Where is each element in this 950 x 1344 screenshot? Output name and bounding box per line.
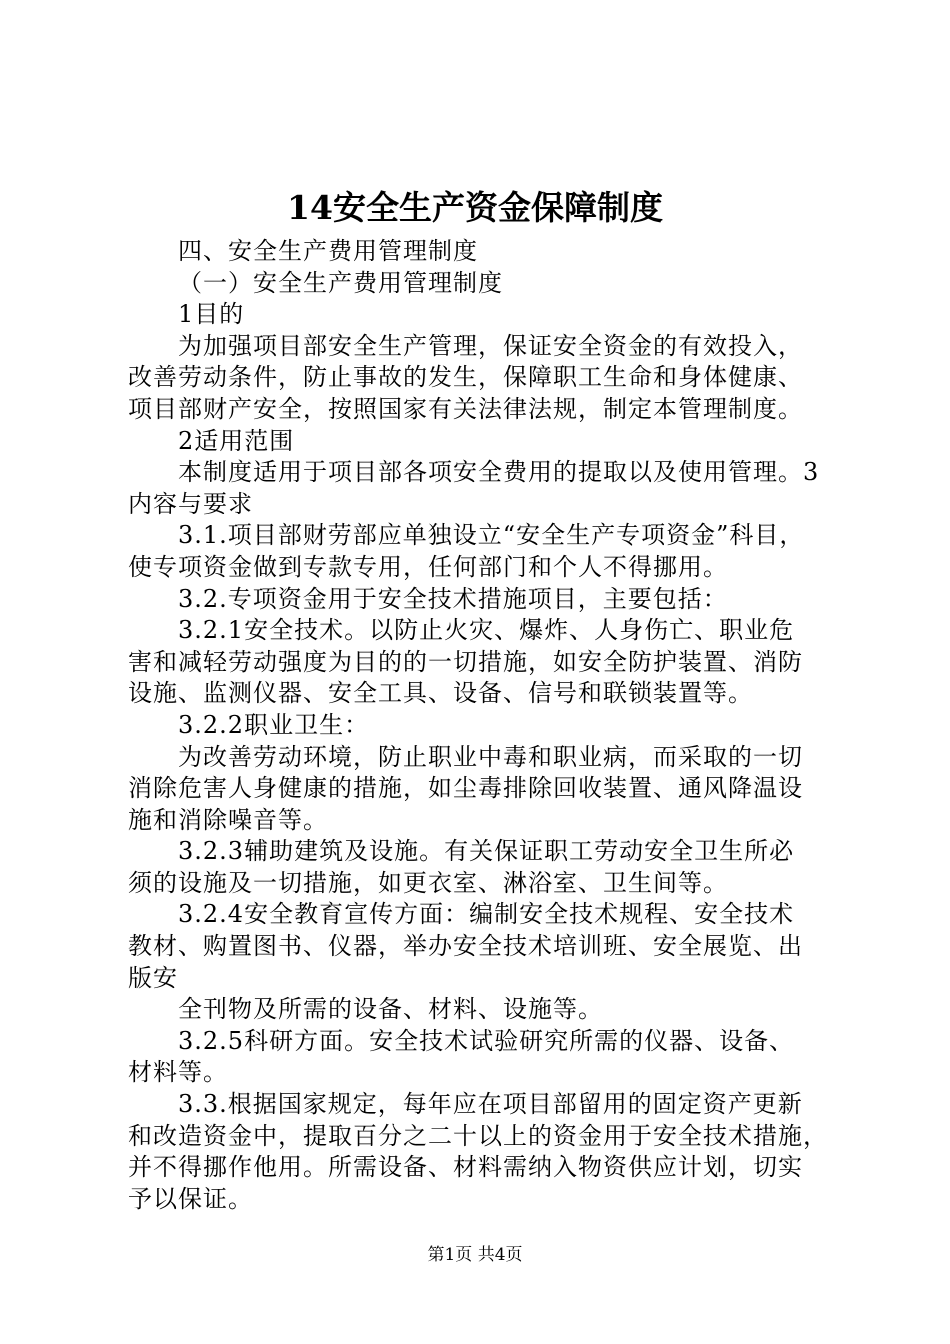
paragraph-line: 和改造资金中，提取百分之二十以上的资金用于安全技术措施， [128, 1121, 828, 1150]
paragraph-line: 消除危害人身健康的措施，如尘毒排除回收装置、通风降温设 [128, 774, 803, 803]
page-footer: 第1页 共4页 [427, 1245, 523, 1265]
paragraph-line: 3.2.3辅助建筑及设施。有关保证职工劳动安全卫生所必 [178, 837, 795, 866]
paragraph-line: 设施、监测仪器、安全工具、设备、信号和联锁装置等。 [128, 679, 753, 708]
paragraph-line: 本制度适用于项目部各项安全费用的提取以及使用管理。3 [178, 458, 820, 487]
paragraph-line: 改善劳动条件，防止事故的发生，保障职工生命和身体健康、 [128, 363, 803, 392]
paragraph-line: 1目的 [178, 300, 245, 329]
paragraph-line: 3.2.5科研方面。安全技术试验研究所需的仪器、设备、 [178, 1026, 795, 1055]
paragraph-line: 害和减轻劳动强度为目的的一切措施，如安全防护装置、消防 [128, 647, 803, 676]
paragraph-line: 内容与要求 [128, 489, 253, 518]
paragraph-line: 施和消除噪音等。 [128, 805, 328, 834]
document-body [128, 236, 836, 1215]
paragraph-line: 教材、购置图书、仪器，举办安全技术培训班、安全展览、出 [128, 932, 803, 961]
paragraph-line: 须的设施及一切措施，如更衣室、淋浴室、卫生间等。 [128, 868, 728, 897]
paragraph-line: 3.2.2职业卫生： [178, 710, 370, 739]
paragraph-line: 并不得挪作他用。所需设备、材料需纳入物资供应计划，切实 [128, 1153, 803, 1182]
paragraph-line: （一）安全生产费用管理制度 [178, 268, 503, 297]
paragraph-line: 2适用范围 [178, 426, 295, 455]
paragraph-line: 全刊物及所需的设备、材料、设施等。 [178, 995, 603, 1024]
paragraph-line: 项目部财产安全，按照国家有关法律法规，制定本管理制度。 [128, 394, 803, 423]
paragraph-line: 3.2.4安全教育宣传方面：编制安全技术规程、安全技术 [178, 900, 795, 929]
document-title: 14安全生产资金保障制度 [287, 188, 663, 227]
paragraph-line: 材料等。 [128, 1058, 228, 1087]
paragraph-line: 为加强项目部安全生产管理，保证安全资金的有效投入， [178, 331, 803, 360]
paragraph-line: 3.3.根据国家规定，每年应在项目部留用的固定资产更新 [178, 1090, 803, 1119]
paragraph-line: 为改善劳动环境，防止职业中毒和职业病，而采取的一切 [178, 742, 803, 771]
paragraph-line: 3.2.1安全技术。以防止火灾、爆炸、人身伤亡、职业危 [178, 616, 795, 645]
paragraph-line: 予以保证。 [128, 1184, 253, 1213]
paragraph-line: 3.1.项目部财劳部应单独设立“安全生产专项资金”科目， [178, 521, 805, 550]
paragraph-line: 版安 [128, 963, 178, 992]
paragraph-line: 使专项资金做到专款专用，任何部门和个人不得挪用。 [128, 552, 728, 581]
paragraph-line: 3.2.专项资金用于安全技术措施项目，主要包括： [178, 584, 728, 613]
paragraph-line: 四、安全生产费用管理制度 [178, 237, 478, 265]
